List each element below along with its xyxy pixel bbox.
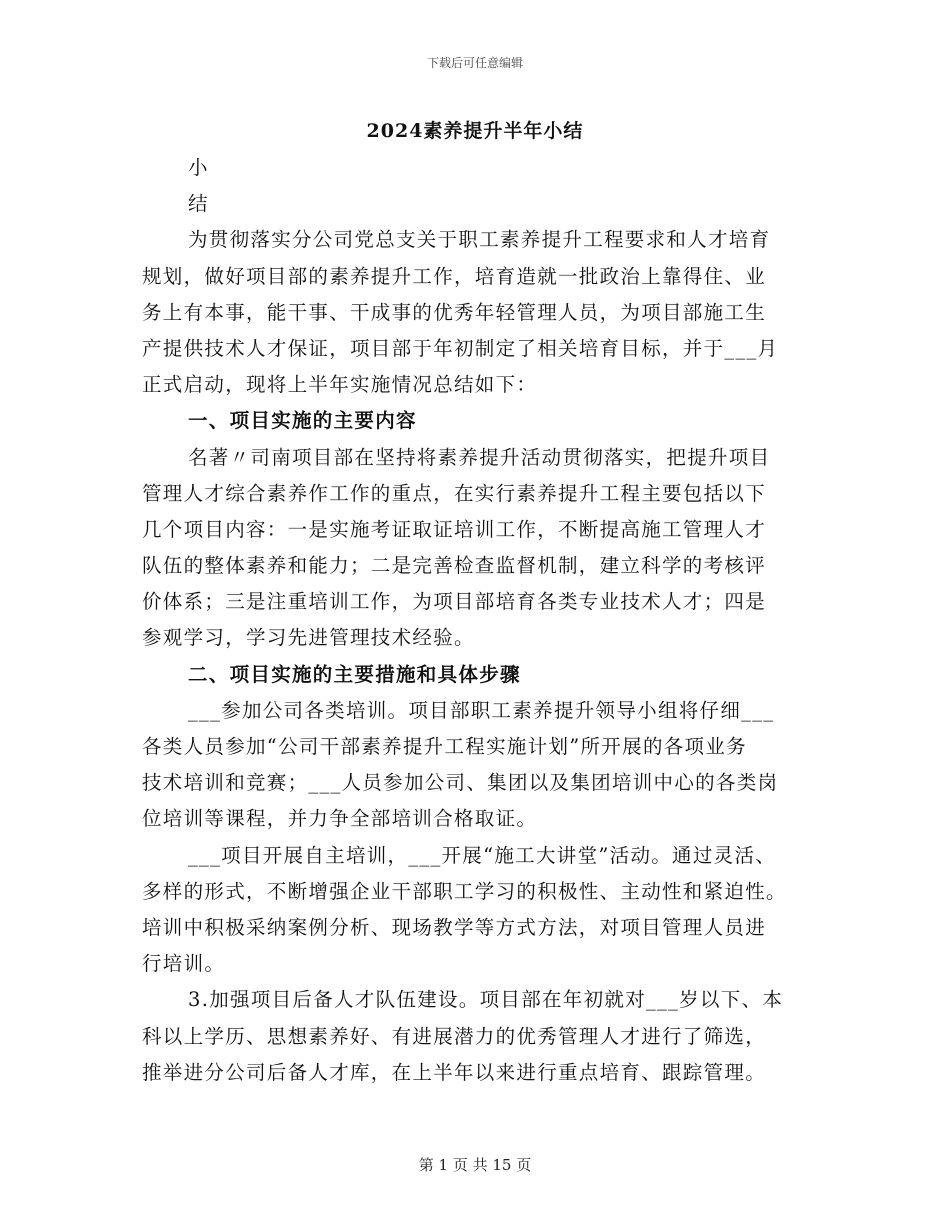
page-footer: 第 1 页 共 15 页	[418, 1156, 532, 1174]
body-line: 位培训等课程，并力争全部培训合格取证。	[142, 807, 538, 831]
body-line: 科以上学历、思想素养好、有进展潜力的优秀管理人才进行了筛选，	[142, 1024, 767, 1048]
body-line: 为贯彻落实分公司党总支关于职工素养提升工程要求和人才培育	[188, 228, 771, 252]
document-body	[142, 150, 810, 1091]
body-line: 推举进分公司后备人才库，在上半年以来进行重点培育、跟踪管理。	[142, 1060, 767, 1084]
body-line: 各类人员参加“公司干部素养提升工程实施计划”所开展的各项业务	[142, 735, 747, 758]
body-line: 培训中积极采纳案例分析、现场教学等方式方法，对项目管理人员进	[142, 915, 767, 939]
body-line: 参观学习，学习先进管理技术经验。	[142, 626, 475, 650]
section-heading: 二、项目实施的主要措施和具体步骤	[188, 662, 521, 686]
body-line: 行培训。	[142, 952, 226, 976]
document-title: 2024素养提升半年小结	[366, 120, 584, 142]
body-line: 结	[188, 192, 209, 216]
body-line: 几个项目内容：一是实施考证取证培训工作，不断提高施工管理人才	[142, 517, 767, 541]
body-line: 管理人才综合素养作工作的重点，在实行素养提升工程主要包括以下	[142, 481, 767, 505]
body-line: 3.加强项目后备人才队伍建设。项目部在年初就对___岁以下、本	[188, 988, 784, 1012]
body-line: 正式启动，现将上半年实施情况总结如下：	[142, 373, 538, 397]
section-heading: 一、项目实施的主要内容	[188, 409, 417, 433]
body-line: 务上有本事，能干事、干成事的优秀年轻管理人员，为项目部施工生	[142, 300, 767, 324]
body-line: 队伍的整体素养和能力；二是完善检查监督机制，建立科学的考核评	[142, 554, 767, 578]
body-line: 技术培训和竞赛；___人员参加公司、集团以及集团培训中心的各类岗	[142, 771, 779, 795]
body-line: 多样的形式，不断增强企业干部职工学习的积极性、主动性和紧迫性。	[142, 879, 787, 903]
body-line: 价体系；三是注重培训工作，为项目部培育各类专业技术人才；四是	[142, 590, 767, 614]
header-note: 下载后可任意编辑	[426, 56, 523, 70]
body-line: ___项目开展自主培训，___开展“施工大讲堂”活动。通过灵活、	[188, 843, 777, 867]
body-line: 产提供技术人才保证，项目部于年初制定了相关培育目标，并于___月	[142, 336, 779, 360]
body-line: 名著〃司南项目部在坚持将素养提升活动贯彻落实，把提升项目	[188, 445, 771, 469]
body-line: ___参加公司各类培训。项目部职工素养提升领导小组将仔细___	[188, 698, 775, 722]
body-line: 规划，做好项目部的素养提升工作，培育造就一批政治上靠得住、业	[142, 264, 767, 288]
body-line: 小	[188, 156, 209, 179]
